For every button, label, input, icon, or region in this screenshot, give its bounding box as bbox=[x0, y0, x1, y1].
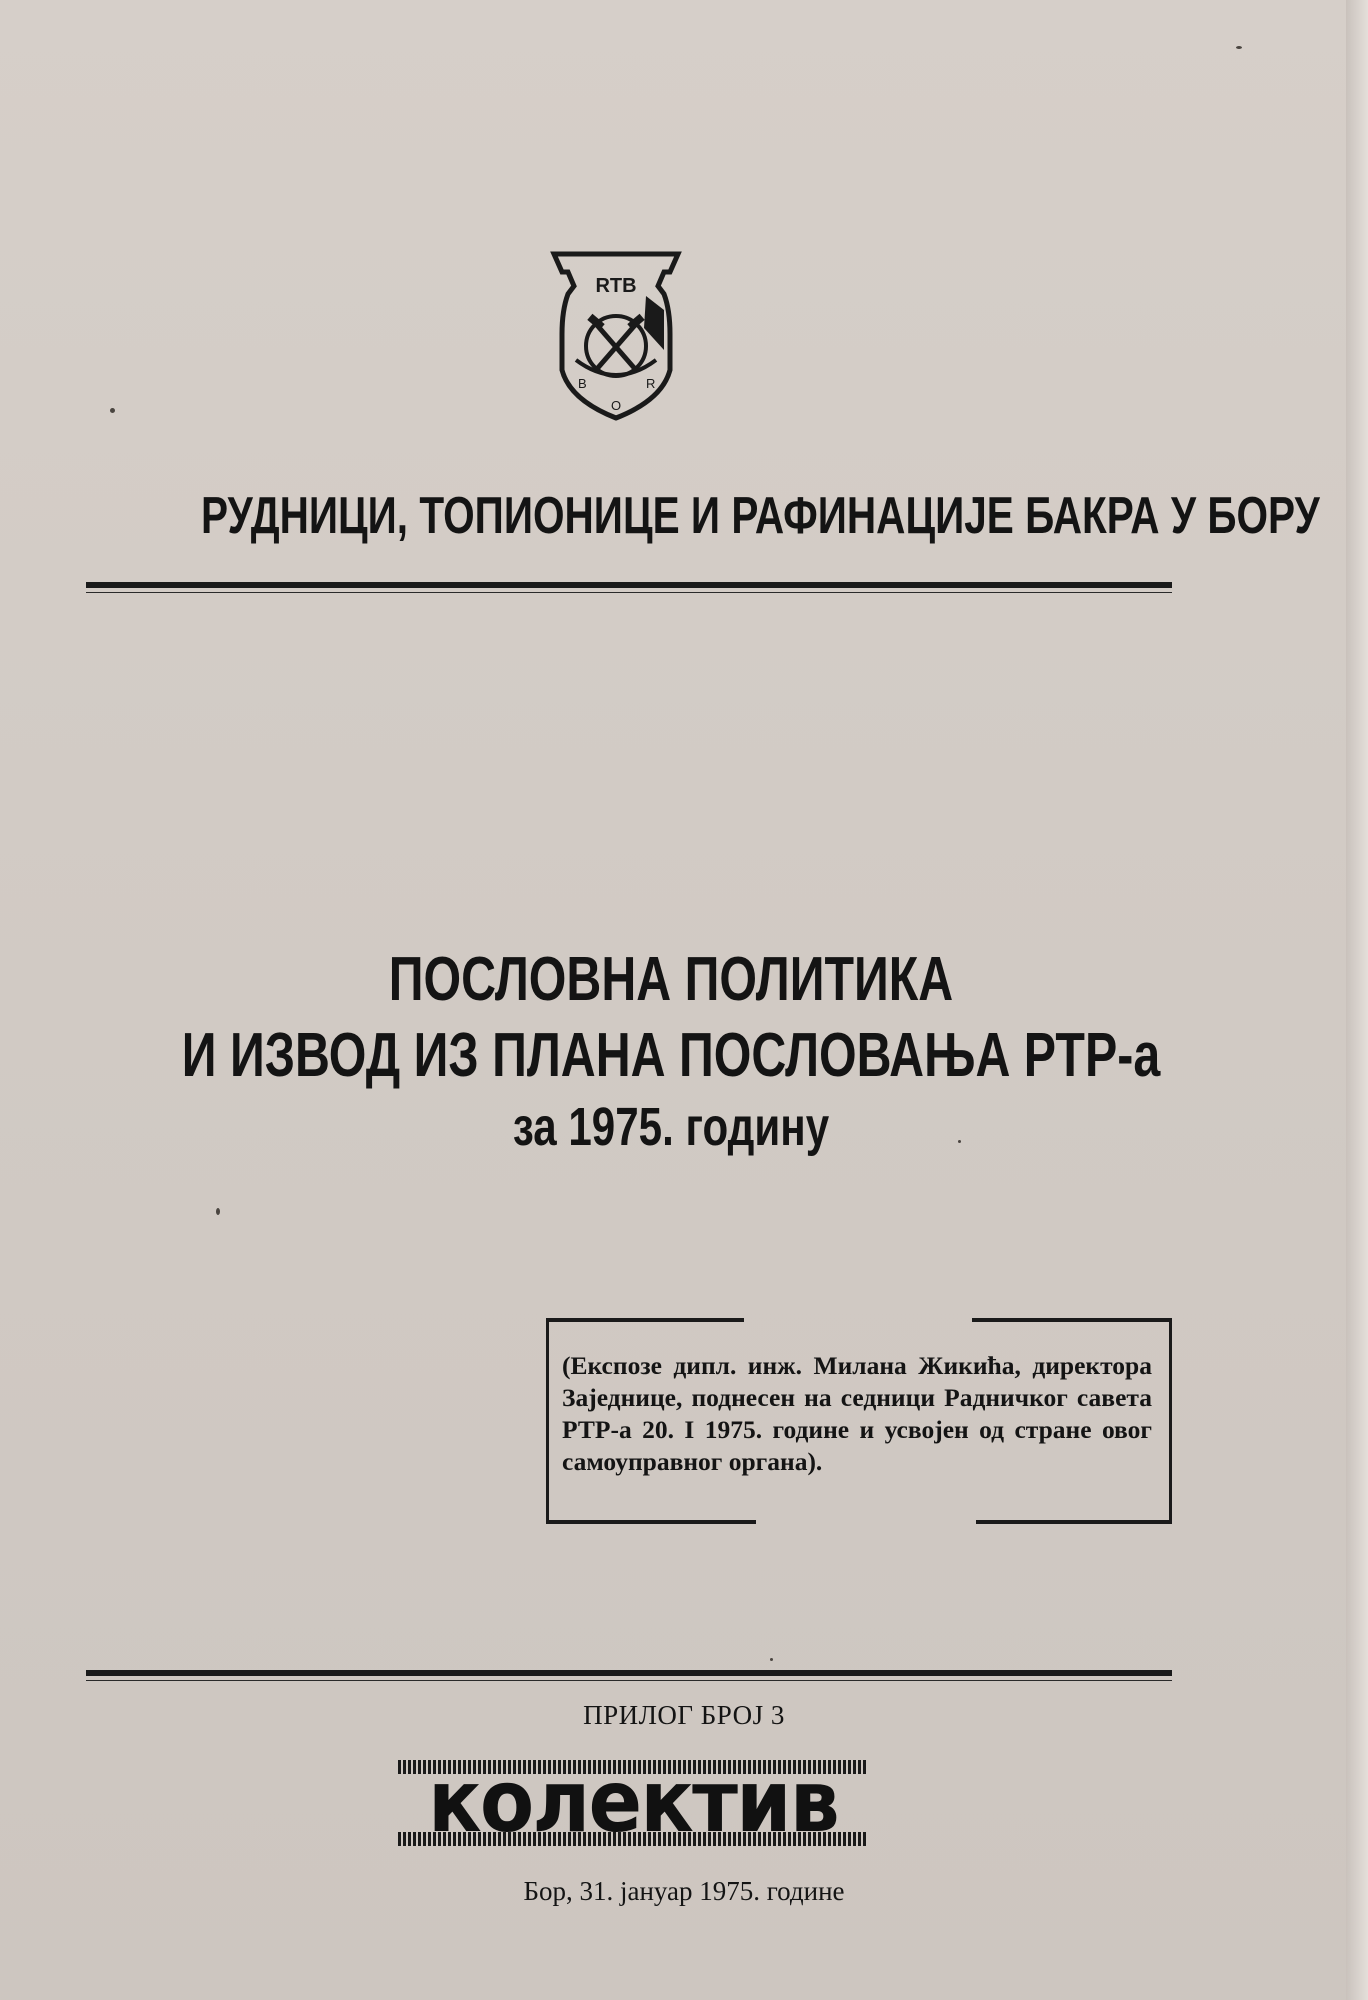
dateline: Бор, 31. јануар 1975. године bbox=[523, 1876, 845, 1906]
note-box bbox=[546, 1318, 1172, 1524]
title-line-1: ПОСЛОВНА ПОЛИТИКА bbox=[388, 945, 954, 1014]
masthead-title: колектив bbox=[427, 1752, 839, 1852]
title-line-2: И ИЗВОД ИЗ ПЛАНА ПОСЛОВАЊА РТР-а bbox=[181, 1021, 1161, 1090]
paper-speck bbox=[770, 1658, 773, 1661]
supplement-label: ПРИЛОГ БРОЈ 3 bbox=[583, 1700, 785, 1730]
kolektiv-masthead bbox=[398, 1752, 868, 1856]
paper-speck bbox=[216, 1208, 220, 1215]
logo-top-text: RTB bbox=[595, 275, 637, 297]
top-divider bbox=[86, 582, 1172, 588]
rtb-logo bbox=[546, 250, 686, 430]
logo-letter-r: R bbox=[646, 376, 656, 391]
note-text: (Експозе дипл. инж. Милана Жикића, директора Заједнице, поднесен на седници Радничког савета РТР-а 20. I 1975. године и усвојен од стране овог самоуправног органа). bbox=[562, 1351, 1152, 1476]
title-line-3: за 1975. годину bbox=[512, 1097, 830, 1157]
paper-speck bbox=[110, 408, 115, 413]
paper-speck bbox=[958, 1140, 961, 1143]
logo-letter-b: B bbox=[578, 376, 587, 391]
paper-speck bbox=[1236, 46, 1242, 49]
organization-title: РУДНИЦИ, ТОПИОНИЦЕ И РАФИНАЦИЈЕ БАКРА У БОРУ bbox=[201, 487, 1320, 545]
bottom-divider bbox=[86, 1670, 1172, 1676]
logo-letter-o: O bbox=[611, 398, 622, 413]
